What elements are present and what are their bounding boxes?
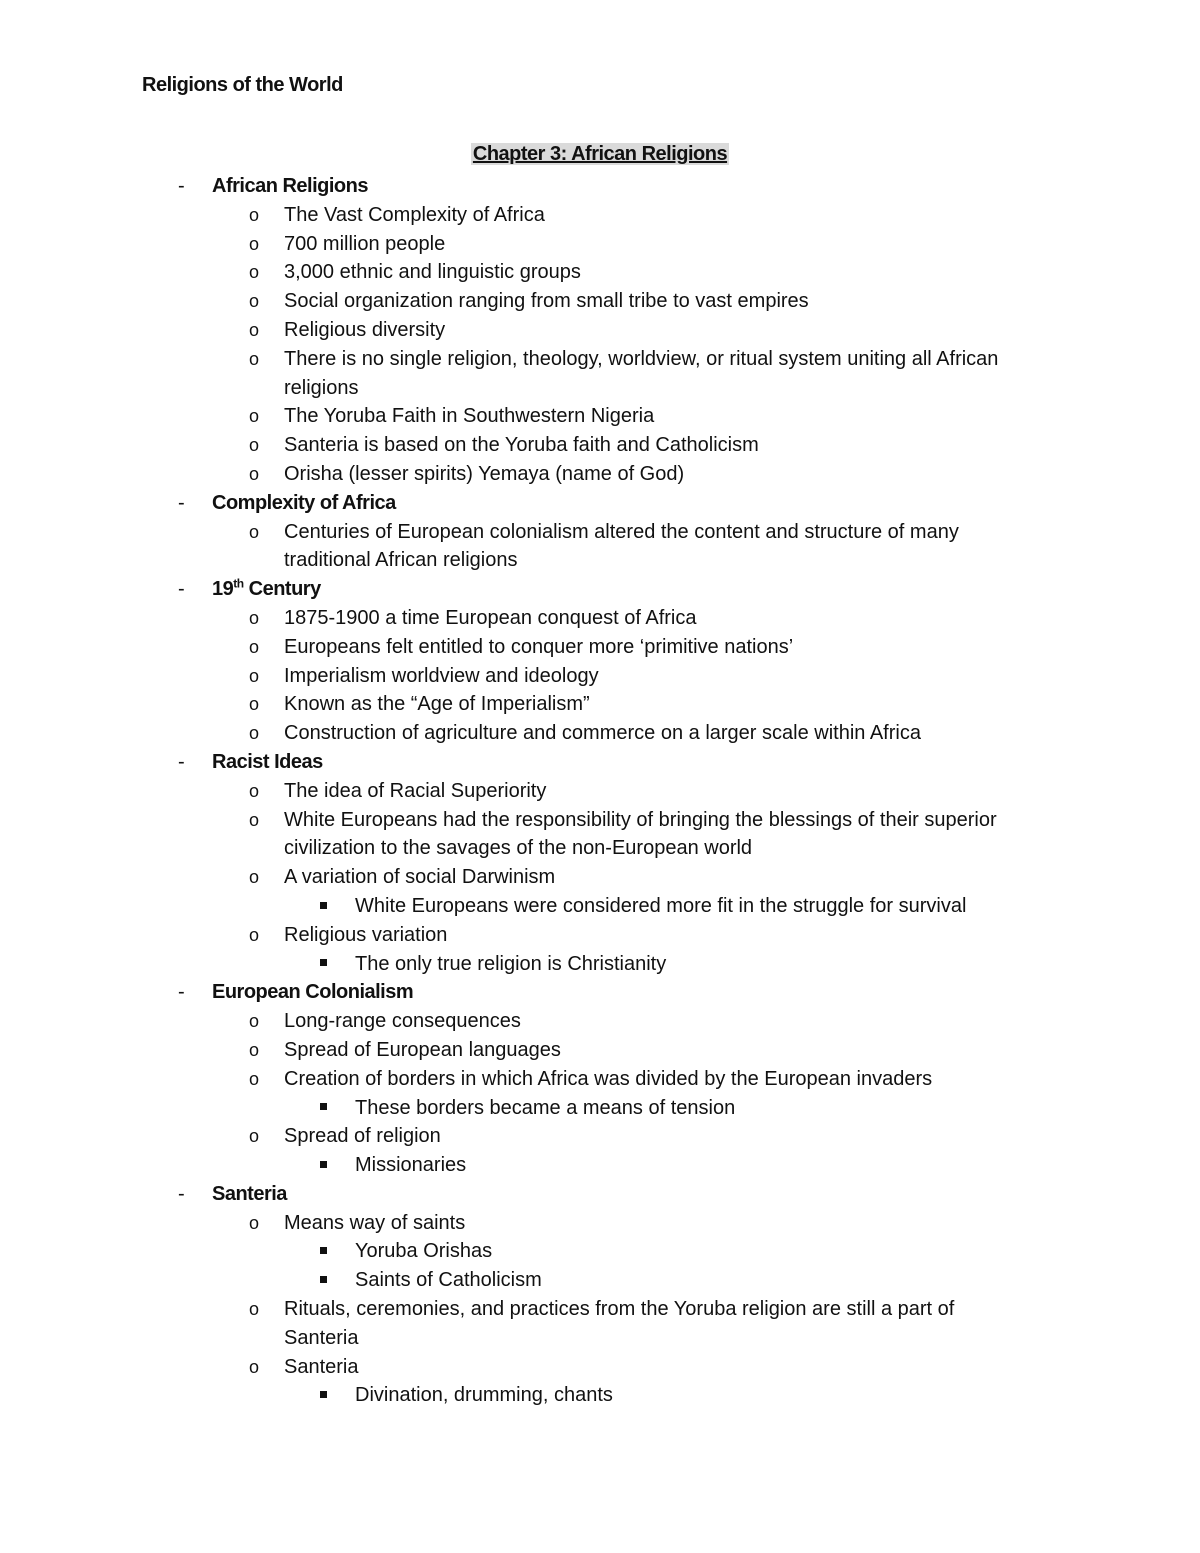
dash-bullet: - [178, 175, 185, 197]
section-heading-row [0, 489, 1200, 518]
list-item-text: Centuries of European colonialism altered the content and structure of many [284, 520, 959, 543]
section-heading [212, 172, 368, 201]
circle-bullet: o [249, 665, 260, 686]
circle-bullet: o [249, 1212, 260, 1233]
sub-list-item-text: Missionaries [355, 1154, 467, 1177]
sub-list-item [0, 950, 1200, 979]
circle-bullet: o [249, 636, 260, 657]
sub-list-item [0, 1381, 1200, 1410]
circle-bullet: o [249, 694, 260, 715]
list-item-continuation-text: religions [284, 376, 359, 399]
outline-list [0, 172, 1200, 1410]
list-item [0, 460, 1200, 489]
list-item [0, 690, 1200, 719]
square-bullet-shape [320, 1161, 327, 1168]
chapter-title: Chapter 3: African Religions [472, 143, 728, 165]
sub-list-item [0, 1266, 1200, 1295]
circle-bullet: o [249, 924, 260, 945]
list-item [0, 1036, 1200, 1065]
list-item-text: 1875-1900 a time European conquest of Africa [284, 606, 697, 629]
list-item-text: 3,000 ethnic and linguistic groups [284, 261, 581, 284]
list-item-continuation [0, 834, 1200, 863]
list-item-continuation [0, 374, 1200, 403]
circle-bullet: o [249, 1068, 260, 1089]
section-heading-text: 19 [212, 578, 234, 601]
dash-bullet: - [178, 981, 185, 1004]
list-item-text: Creation of borders in which Africa was divided by the European invaders [284, 1067, 933, 1090]
list-item-text: 700 million people [284, 232, 446, 255]
section-heading-text: European Colonialism [212, 981, 414, 1004]
circle-bullet: o [249, 233, 260, 254]
list-item-text: Construction of agriculture and commerce on a larger scale within Africa [284, 722, 921, 745]
square-bullet-shape [320, 1103, 327, 1110]
sub-list-item [0, 1237, 1200, 1266]
section-heading-text: Complexity of Africa [212, 491, 396, 514]
list-item [0, 287, 1200, 316]
list-item [0, 921, 1200, 950]
list-item-text: A variation of social Darwinism [284, 866, 556, 889]
section-heading-text: Racist Ideas [212, 750, 323, 773]
list-item-continuation [0, 1324, 1200, 1353]
section-heading-text-rest: Century [243, 578, 321, 601]
list-item [0, 719, 1200, 748]
circle-bullet: o [249, 204, 260, 225]
list-item [0, 604, 1200, 633]
sub-list-item [0, 1094, 1200, 1123]
section-heading [212, 575, 321, 604]
circle-bullet: o [249, 291, 260, 312]
circle-bullet: o [249, 1126, 260, 1147]
list-item [0, 863, 1200, 892]
list-item-text: There is no single religion, theology, worldview, or ritual system uniting all African [284, 347, 999, 370]
list-item [0, 431, 1200, 460]
sub-list-item [0, 1151, 1200, 1180]
list-item [0, 633, 1200, 662]
circle-bullet: o [249, 1011, 260, 1032]
list-item [0, 258, 1200, 287]
list-item [0, 345, 1200, 374]
list-item-text: The Vast Complexity of Africa [284, 203, 545, 226]
dash-bullet: - [178, 750, 185, 773]
list-item-text: Imperialism worldview and ideology [284, 664, 599, 687]
square-bullet-icon [320, 892, 327, 921]
list-item [0, 1065, 1200, 1094]
circle-bullet: o [249, 521, 260, 542]
list-item-continuation [0, 546, 1200, 575]
list-item-text: Spread of European languages [284, 1038, 561, 1061]
sub-list-item-text: Saints of Catholicism [355, 1269, 542, 1292]
circle-bullet: o [249, 348, 260, 369]
list-item [0, 230, 1200, 259]
list-item-text: Religious diversity [284, 318, 446, 341]
square-bullet-icon [320, 1237, 327, 1266]
circle-bullet: o [249, 1299, 260, 1320]
section-heading-row [0, 172, 1200, 201]
sub-list-item-text: Divination, drumming, chants [355, 1384, 613, 1407]
sub-list-item-text: White Europeans were considered more fit in the struggle for survival [355, 894, 967, 917]
list-item-text: Known as the “Age of Imperialism” [284, 693, 590, 716]
circle-bullet: o [249, 406, 260, 427]
dash-bullet: - [178, 491, 185, 514]
sub-list-item-text: Yoruba Orishas [355, 1240, 493, 1263]
circle-bullet: o [249, 463, 260, 484]
circle-bullet: o [249, 1039, 260, 1060]
list-item-continuation-text: traditional African religions [284, 549, 518, 572]
list-item-text: The idea of Racial Superiority [284, 779, 547, 802]
list-item [0, 662, 1200, 691]
circle-bullet: o [249, 809, 260, 830]
sub-list-item-text: These borders became a means of tension [355, 1096, 736, 1119]
section-heading-text: African Religions [212, 175, 368, 197]
circle-bullet: o [249, 1356, 260, 1377]
square-bullet-icon [320, 1266, 327, 1295]
square-bullet-shape [320, 902, 327, 909]
list-item-text: Social organization ranging from small tribe to vast empires [284, 290, 809, 313]
circle-bullet: o [249, 723, 260, 744]
list-item-continuation-text: civilization to the savages of the non-European world [284, 837, 753, 860]
list-item [0, 1007, 1200, 1036]
square-bullet-icon [320, 1381, 327, 1410]
circle-bullet: o [249, 780, 260, 801]
square-bullet-shape [320, 959, 327, 966]
section-heading-row [0, 1180, 1200, 1209]
section-heading-text: Santeria [212, 1182, 287, 1205]
list-item-text: Europeans felt entitled to conquer more ‘primitive nations’ [284, 635, 794, 658]
section-heading-row [0, 978, 1200, 1007]
list-item-text: Santeria is based on the Yoruba faith and Catholicism [284, 434, 759, 457]
list-item-text: Rituals, ceremonies, and practices from the Yoruba religion are still a part of [284, 1298, 955, 1321]
list-item [0, 806, 1200, 835]
list-item [0, 1122, 1200, 1151]
list-item-text: The Yoruba Faith in Southwestern Nigeria [284, 405, 655, 428]
list-item [0, 316, 1200, 345]
list-item [0, 1295, 1200, 1324]
list-item [0, 1209, 1200, 1238]
square-bullet-icon [320, 950, 327, 979]
section-heading-row [0, 575, 1200, 604]
list-item-text: Long-range consequences [284, 1010, 521, 1033]
list-item-continuation-text: Santeria [284, 1326, 359, 1349]
square-bullet-icon [320, 1151, 327, 1180]
dash-bullet: - [178, 578, 185, 601]
list-item [0, 777, 1200, 806]
list-item [0, 402, 1200, 431]
sub-list-item [0, 892, 1200, 921]
section-heading [212, 978, 413, 1007]
section-heading [212, 489, 396, 518]
circle-bullet: o [249, 867, 260, 888]
dash-bullet: - [178, 1182, 185, 1205]
list-item-text: Means way of saints [284, 1211, 466, 1234]
circle-bullet: o [249, 607, 260, 628]
list-item [0, 518, 1200, 547]
square-bullet-shape [320, 1247, 327, 1254]
square-bullet-shape [320, 1391, 327, 1398]
chapter-heading-container [0, 143, 1200, 166]
list-item [0, 201, 1200, 230]
section-heading-superscript: th [233, 576, 244, 591]
section-heading [212, 1180, 287, 1209]
circle-bullet: o [249, 435, 260, 456]
section-heading-row [0, 748, 1200, 777]
square-bullet-icon [320, 1094, 327, 1123]
circle-bullet: o [249, 319, 260, 340]
document-title: Religions of the World [142, 74, 343, 96]
list-item-text: White Europeans had the responsibility of bringing the blessings of their superior [284, 808, 997, 831]
square-bullet-shape [320, 1276, 327, 1283]
list-item-text: Orisha (lesser spirits) Yemaya (name of God) [284, 462, 685, 485]
list-item [0, 1353, 1200, 1382]
list-item-text: Santeria [284, 1355, 359, 1378]
section-heading [212, 748, 323, 777]
list-item-text: Religious variation [284, 923, 448, 946]
sub-list-item-text: The only true religion is Christianity [355, 952, 667, 975]
list-item-text: Spread of religion [284, 1125, 441, 1148]
circle-bullet: o [249, 262, 260, 283]
